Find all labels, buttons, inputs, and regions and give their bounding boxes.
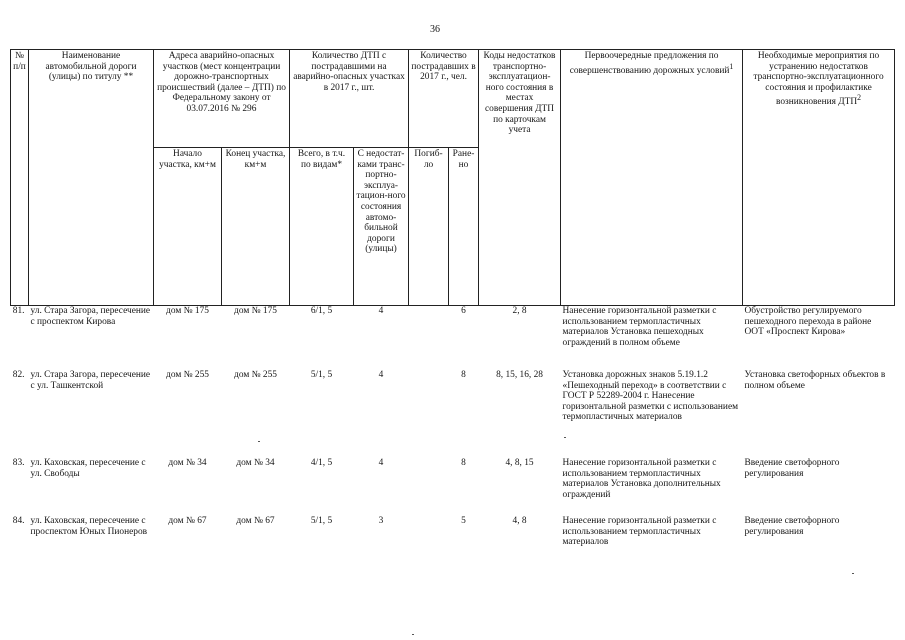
header-measures-text: Необходимые мероприятия по устранению недостатков транспортно-эксплуатационного состояния и профилактике возникновения ДТП bbox=[753, 51, 884, 108]
row-num: 81. bbox=[11, 306, 29, 371]
row-end: дом № 34 bbox=[236, 458, 275, 468]
row-with-defects: 4 bbox=[378, 370, 384, 380]
row-start: дом № 67 bbox=[168, 516, 207, 526]
row-codes: 4, 8, 15 bbox=[505, 458, 534, 468]
row-priority: Нанесение горизонтальной разметки с использованием термопластичных материалов bbox=[562, 516, 717, 548]
header-priority-text: Первоочередные предложения по совершенствованию дорожных условий bbox=[569, 51, 730, 76]
row-measures: Введение светофорного регулирования bbox=[744, 516, 840, 537]
row-end: дом № 175 bbox=[222, 306, 290, 371]
page-number: 36 bbox=[430, 24, 440, 35]
row-total: 5/1, 5 bbox=[310, 370, 333, 380]
row-priority: Нанесение горизонтальной разметки с использованием термопластичных материалов Установка пешеходных ограждений в полном объеме bbox=[561, 306, 743, 371]
row-injured: 5 bbox=[461, 516, 466, 526]
header-priority bbox=[561, 50, 743, 306]
header-killed: Погиб-ло bbox=[409, 148, 449, 306]
row-num: 82. bbox=[12, 370, 25, 380]
header-measures-sup: 2 bbox=[857, 93, 862, 103]
row-total: 4/1, 5 bbox=[310, 458, 333, 468]
row-injured: 8 bbox=[461, 370, 466, 380]
row-total: 6/1, 5 bbox=[290, 306, 354, 371]
row-start: дом № 255 bbox=[166, 370, 209, 380]
header-road: Наименование автомобильной дороги (улицы) по титулу ** bbox=[29, 50, 154, 306]
row-injured: 6 bbox=[449, 306, 479, 371]
header-addresses: Адреса аварийно-опасных участков (мест концентрации дорожно-транспортных происшествий (далее – ДТП) по Федеральному закону от 03.07.2016 № 296 bbox=[154, 50, 290, 148]
row-measures: Обустройство регулируемого пешеходного перехода в районе ООТ «Проспект Кирова» bbox=[743, 306, 895, 371]
row-road: ул. Стара Загора, пересечение с проспектом Кирова bbox=[29, 306, 154, 371]
row-measures: Введение светофорного регулирования bbox=[744, 458, 840, 479]
row-start: дом № 34 bbox=[168, 458, 207, 468]
header-dtp-count: Количество ДТП с пострадавшими на аварийно-опасных участках в 2017 г., шт. bbox=[290, 50, 409, 148]
row-priority: Установка дорожных знаков 5.19.1.2 «Пешеходный переход» в соответствии с ГОСТ Р 52289-2004 г. Нанесение горизонтальной разметки с использованием термопластичных материалов bbox=[562, 370, 739, 423]
table-body bbox=[11, 306, 895, 572]
row-killed bbox=[409, 370, 449, 458]
table-row bbox=[11, 306, 895, 371]
scan-speck bbox=[412, 634, 414, 635]
row-start: дом № 175 bbox=[154, 306, 222, 371]
header-num: № п/п bbox=[11, 50, 29, 306]
table-header bbox=[11, 50, 895, 306]
header-injured: Ране-но bbox=[449, 148, 479, 306]
row-measures: Установка светофорных объектов в полном объеме bbox=[744, 370, 886, 391]
header-total: Всего, в т.ч. по видам* bbox=[290, 148, 354, 306]
row-num: 84. bbox=[12, 516, 25, 526]
row-injured: 8 bbox=[461, 458, 466, 468]
row-road: ул. Стара Загора, пересечение с ул. Ташкентской bbox=[30, 370, 151, 391]
row-with-defects: 4 bbox=[354, 306, 409, 371]
row-killed bbox=[409, 458, 449, 516]
row-with-defects: 4 bbox=[378, 458, 384, 468]
header-priority-sup: 1 bbox=[729, 61, 734, 71]
row-with-defects: 3 bbox=[378, 516, 384, 526]
header-codes: Коды недостатков транспортно-эксплуатацион-ного состояния в местах совершения ДТП по карточкам учета bbox=[479, 50, 561, 306]
row-codes: 8, 15, 16, 28 bbox=[496, 370, 543, 380]
table-row bbox=[11, 516, 895, 571]
road-safety-table bbox=[10, 49, 895, 571]
row-codes: 4, 8 bbox=[512, 516, 527, 526]
row-end: дом № 67 bbox=[236, 516, 275, 526]
table-row bbox=[11, 370, 895, 458]
row-road: ул. Каховская, пересечение с проспектом Юных Пионеров bbox=[30, 516, 148, 537]
scan-speck bbox=[258, 441, 260, 442]
row-codes: 2, 8 bbox=[479, 306, 561, 371]
header-measures bbox=[743, 50, 895, 306]
header-with-defects: С недостат-ками транс-портно-эксплуа-тацион-ного состояния автомо-бильной дороги (улицы) bbox=[354, 148, 409, 306]
table-row bbox=[11, 458, 895, 516]
header-start: Начало участка, км+м bbox=[154, 148, 222, 306]
row-road: ул. Каховская, пересечение с ул. Свободы bbox=[30, 458, 146, 479]
row-killed bbox=[409, 516, 449, 571]
scan-speck bbox=[564, 437, 566, 438]
scan-speck bbox=[852, 573, 854, 574]
header-victims: Количество пострадавших в 2017 г., чел. bbox=[409, 50, 479, 148]
header-end: Конец участка, км+м bbox=[222, 148, 290, 306]
row-killed bbox=[409, 306, 449, 371]
row-total: 5/1, 5 bbox=[310, 516, 333, 526]
row-priority: Нанесение горизонтальной разметки с использованием термопластичных материалов Установка дополнительных ограждений bbox=[562, 458, 721, 500]
row-end: дом № 255 bbox=[234, 370, 277, 380]
row-num: 83. bbox=[12, 458, 25, 468]
